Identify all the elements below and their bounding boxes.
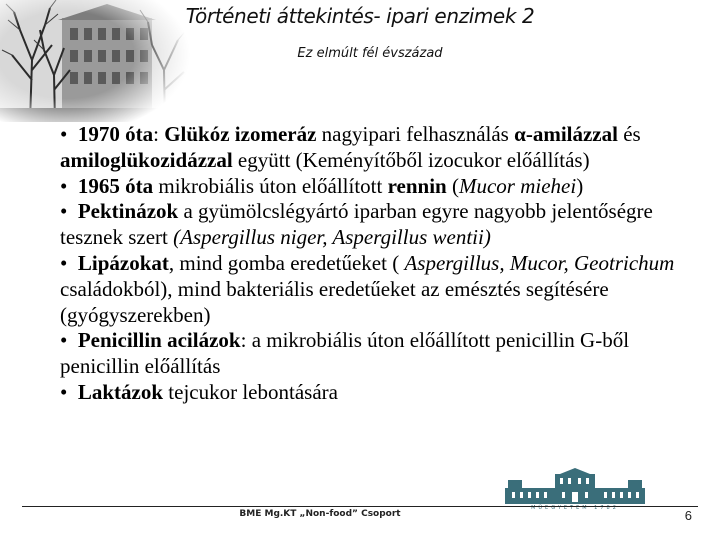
bullet-text: ) (576, 173, 584, 198)
bullet-text: , mind gomba eredetűeket ( (168, 250, 405, 275)
bullet-text: a gyümölcslégyártó iparban egyre nagyobb jelentőségre tesznek szert (60, 199, 653, 250)
bullet-text: : a mikrobiális úton előállított penicillin G-ből penicillin előállítás (60, 328, 630, 379)
alpha-symbol: α (514, 122, 526, 146)
bullet-marker: • (60, 250, 68, 275)
bullet-text: családokból), mind bakteriális eredetűeket az emésztés segítésére (gyógyszerekben) (60, 276, 609, 327)
bullet-text: 1970 óta (77, 122, 154, 146)
footer-divider (22, 506, 698, 507)
bullet-list (60, 122, 676, 406)
bullet-text: Lipázokat (77, 250, 169, 275)
bullet-item (60, 199, 676, 251)
bullet-text: 1965 óta (77, 173, 154, 198)
bullet-marker: • (60, 328, 68, 353)
bullet-text: rennin (387, 173, 447, 198)
bullet-text: és (617, 122, 641, 146)
bullet-marker: • (60, 199, 68, 224)
bullet-text: : (153, 122, 165, 146)
slide-title: Történeti áttekintés- ipari enzimek 2 (185, 4, 535, 28)
bullet-marker: • (60, 173, 68, 198)
bullet-text: együtt (Keményítőből izocukor előállítás) (232, 147, 590, 172)
bullet-text: mikrobiális úton előállított (153, 173, 388, 198)
bullet-text: tejcukor lebontására (163, 379, 338, 404)
bullet-text: ( (446, 173, 459, 198)
bullet-item (60, 122, 676, 174)
bullet-item (60, 380, 676, 406)
bullet-text: Laktázok (77, 379, 164, 404)
bullet-text: Mucor miehei (458, 173, 577, 198)
page-number: 6 (684, 508, 692, 523)
bme-building-logo-icon (500, 468, 650, 510)
bullet-text: Aspergillus, Mucor, Geotrichum (404, 250, 675, 275)
slide-subtitle: Ez elmúlt fél évszázad (297, 46, 443, 61)
bullet-text: Pektinázok (77, 199, 179, 224)
footer-text: BME Mg.KT „Non-food” Csoport (239, 509, 401, 519)
bullet-marker: • (60, 122, 68, 146)
bullet-item (60, 251, 676, 328)
bullet-text: nagyipari felhasználás (316, 122, 515, 146)
bullet-text: (Aspergillus niger, Aspergillus wentii) (173, 225, 491, 250)
bullet-marker: • (60, 379, 68, 404)
bullet-text: Glükóz izomeráz (164, 122, 317, 146)
bullet-text: -amilázzal (525, 122, 618, 146)
bullet-item (60, 328, 676, 380)
bullet-text: amiloglükozidázzal (60, 147, 233, 172)
bullet-text: Penicillin acilázok (77, 328, 241, 353)
logo-caption: MŰEGYETEM 1782 (531, 505, 619, 510)
bullet-item (60, 174, 676, 200)
